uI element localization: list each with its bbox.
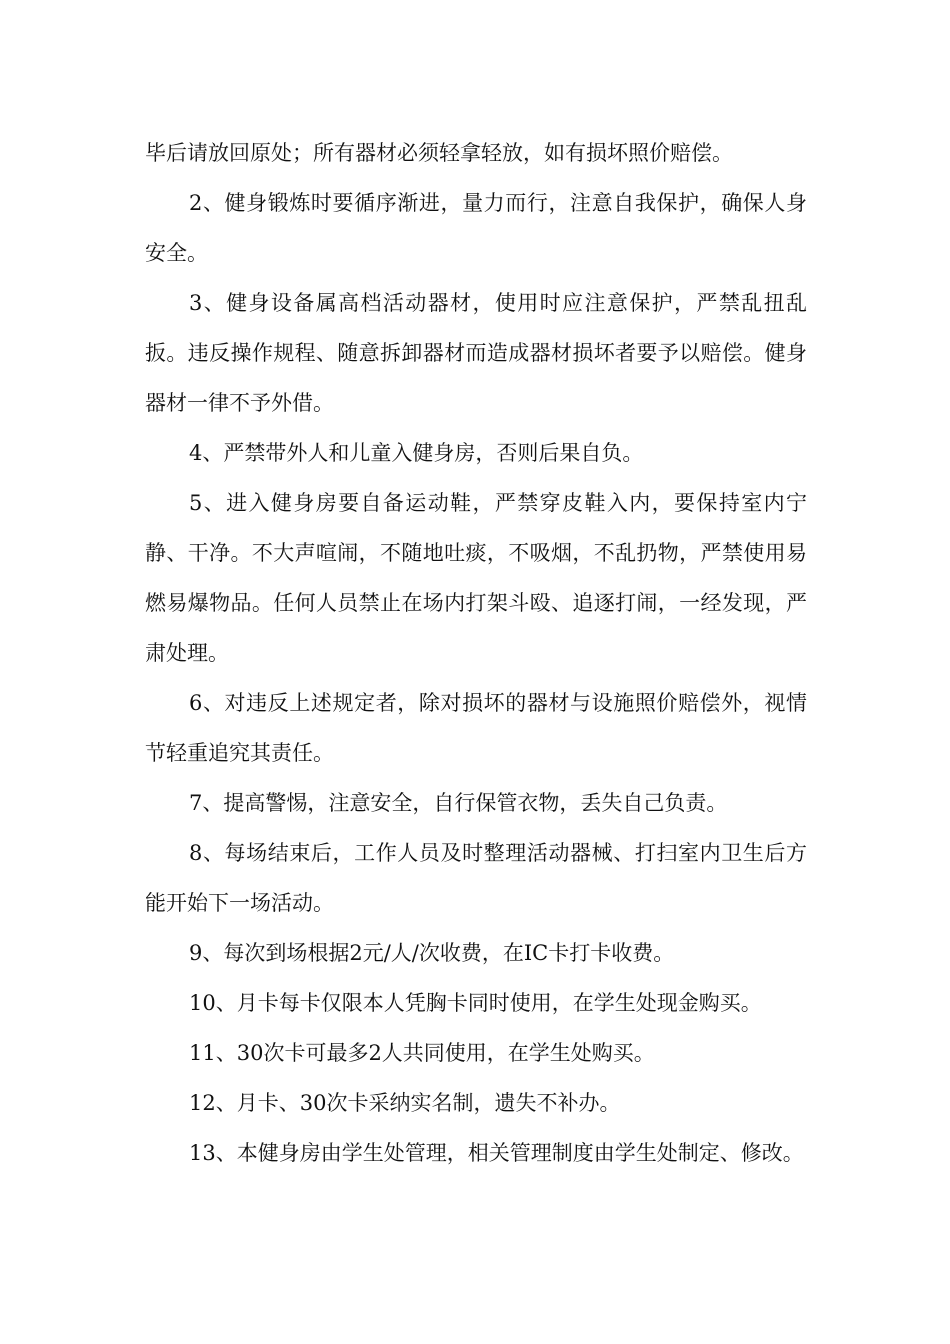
paragraph-rule-4: 4、严禁带外人和儿童入健身房，否则后果自负。 <box>189 441 644 465</box>
paragraph-rule-8: 8、每场结束后，工作人员及时整理活动器械、打扫室内卫生后方能开始下一场活动。 <box>145 841 807 915</box>
paragraph-rule-9: 9、每次到场根据2元/人/次收费，在IC卡打卡收费。 <box>189 941 675 965</box>
paragraph-rule-12: 12、月卡、30次卡采纳实名制，遗失不补办。 <box>189 1091 621 1115</box>
paragraph-rule-7: 7、提高警惕，注意安全，自行保管衣物，丢失自己负责。 <box>189 791 728 815</box>
paragraph-rule-13: 13、本健身房由学生处管理，相关管理制度由学生处制定、修改。 <box>189 1141 804 1165</box>
paragraph-continuation: 毕后请放回原处；所有器材必须轻拿轻放，如有损坏照价赔偿。 <box>145 141 733 165</box>
paragraph-rule-5: 5、进入健身房要自备运动鞋，严禁穿皮鞋入内，要保持室内宁静、干净。不大声喧闹，不随地吐痰，不吸烟，不乱扔物，严禁使用易燃易爆物品。任何人员禁止在场内打架斗殴、追逐打闹，一经发现，严肃处理。 <box>145 491 807 665</box>
paragraph-rule-10: 10、月卡每卡仅限本人凭胸卡同时使用，在学生处现金购买。 <box>189 991 762 1015</box>
paragraph-rule-6: 6、对违反上述规定者，除对损坏的器材与设施照价赔偿外，视情节轻重追究其责任。 <box>145 691 807 765</box>
document-body <box>145 128 807 1178</box>
paragraph-rule-11: 11、30次卡可最多2人共同使用，在学生处购买。 <box>189 1041 655 1065</box>
paragraph-rule-2: 2、健身锻炼时要循序渐进，量力而行，注意自我保护，确保人身安全。 <box>145 191 807 265</box>
paragraph-rule-3: 3、健身设备属高档活动器材，使用时应注意保护，严禁乱扭乱扳。违反操作规程、随意拆卸器材而造成器材损坏者要予以赔偿。健身器材一律不予外借。 <box>145 291 807 415</box>
